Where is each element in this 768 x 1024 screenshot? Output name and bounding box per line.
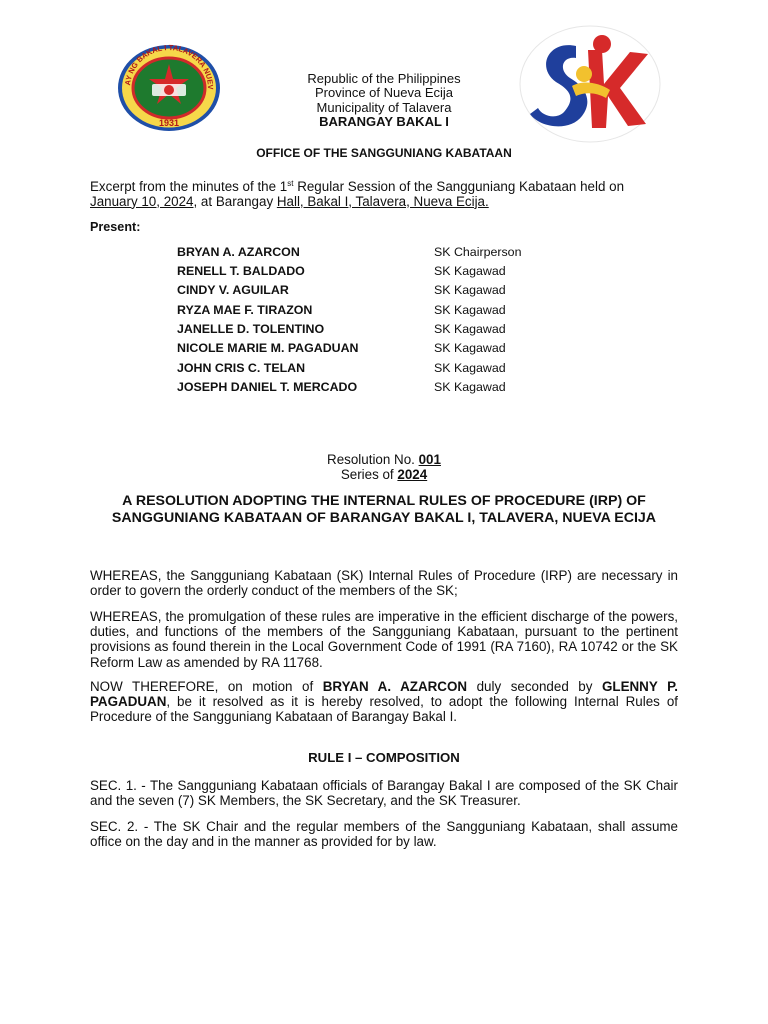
now-text-2: duly seconded by [467, 679, 602, 694]
attendee-name: JOSEPH DANIEL T. MERCADO [177, 380, 358, 394]
municipality-line: Municipality of Talavera [316, 99, 452, 115]
sk-logo [518, 24, 662, 144]
section-2-paragraph: SEC. 2. - The SK Chair and the regular members of the Sangguniang Kabataan, shall assume office on the day and in the manner as provided for by law. [90, 819, 678, 850]
attendee-position: SK Kagawad [434, 264, 506, 278]
attendee-position: SK Kagawad [434, 322, 506, 336]
attendee-name: JANELLE D. TOLENTINO [177, 322, 325, 336]
attendee-position: SK Kagawad [434, 380, 506, 394]
now-text-1: NOW THEREFORE, on motion of [90, 679, 323, 694]
attendee-row [177, 380, 597, 399]
now-therefore-paragraph [90, 679, 678, 725]
resolution-title: A RESOLUTION ADOPTING THE INTERNAL RULES OF PROCEDURE (IRP) OF SANGGUNIANG KABATAAN OF BARANGAY BAKAL I, TALAVERA, NUEVA ECIJA [111, 493, 657, 526]
attendee-row [177, 361, 597, 380]
sk-logo-icon [518, 24, 662, 144]
seconder-name: GLENNY P. PAGADUAN [90, 679, 679, 710]
series-label: Series of [340, 467, 398, 482]
excerpt-text-1: Excerpt from the minutes of the 1 [90, 179, 288, 194]
seal-icon [116, 44, 222, 132]
attendee-position: SK Kagawad [434, 303, 506, 317]
resolution-no-value: 001 [418, 452, 441, 467]
province-line: Province of Nueva Ecija [314, 85, 453, 101]
section-1-paragraph: SEC. 1. - The Sangguniang Kabataan officials of Barangay Bakal I are composed of the SK Chair and the seven (7) SK Members, the SK Secretary, and the SK Treasurer. [90, 778, 678, 809]
seal-top-text: AY NG BAKAL I TALAVERA NUEV [123, 44, 216, 90]
attendee-position: SK Kagawad [434, 361, 506, 375]
seal-year: 1931 [158, 118, 180, 128]
barangay-line: BARANGAY BAKAL I [319, 114, 449, 130]
attendee-row [177, 303, 597, 322]
attendee-name: BRYAN A. AZARCON [177, 245, 300, 259]
mover-name: BRYAN A. AZARCON [322, 679, 468, 694]
present-label: Present: [90, 220, 141, 234]
attendee-row [177, 322, 597, 341]
attendee-name: JOHN CRIS C. TELAN [177, 361, 306, 375]
resolution-series [0, 467, 768, 482]
attendee-name: RENELL T. BALDADO [177, 264, 305, 278]
attendee-row [177, 264, 597, 283]
resolution-number [0, 452, 768, 467]
series-value: 2024 [397, 467, 428, 482]
excerpt-text-3: , at Barangay [193, 193, 277, 209]
resolution-no-label: Resolution No. [327, 452, 419, 467]
attendee-position: SK Kagawad [434, 283, 506, 297]
rule-1-heading: RULE I – COMPOSITION [308, 750, 460, 765]
office-title: OFFICE OF THE SANGGUNIANG KABATAAN [256, 146, 512, 160]
attendee-position: SK Chairperson [434, 245, 522, 259]
attendee-name: NICOLE MARIE M. PAGADUAN [177, 341, 359, 355]
now-text-3: , be it resolved as it is hereby resolved, to adopt the following Internal Rules of Procedure of the Sangguniang Kabataan of Barangay Bakal I. [90, 694, 678, 725]
republic-line: Republic of the Philippines [307, 71, 461, 86]
attendee-row [177, 341, 597, 360]
attendee-row [177, 245, 597, 264]
attendee-name: RYZA MAE F. TIRAZON [177, 303, 313, 317]
session-place: Hall, Bakal I, Talavera, Nueva Ecija. [276, 193, 489, 209]
whereas-paragraph-2: WHEREAS, the promulgation of these rules are imperative in the efficient discharge of the powers, duties, and functions of the members of the Sangguniang Kabataan, pursuant to the pertinent provisions as found therein in the Local Government Code of 1991 (RA 7160), RA 10742 or the SK Reform Law as amended by RA 11768. [90, 609, 678, 670]
attendee-row [177, 283, 597, 302]
letterhead [230, 72, 538, 130]
whereas-paragraph-1: WHEREAS, the Sangguniang Kabataan (SK) Internal Rules of Procedure (IRP) are necessary in order to govern the orderly conduct of the members of the SK; [90, 568, 678, 599]
barangay-seal [116, 44, 222, 132]
attendee-position: SK Kagawad [434, 341, 506, 355]
resolution-number-block [0, 452, 768, 482]
excerpt-text-2: Regular Session of the Sangguniang Kabataan held on [293, 179, 625, 194]
session-date: January 10, 2024 [90, 193, 194, 209]
excerpt-paragraph [90, 180, 678, 209]
attendee-name: CINDY V. AGUILAR [177, 283, 289, 297]
excerpt-ordinal: st [287, 179, 294, 188]
